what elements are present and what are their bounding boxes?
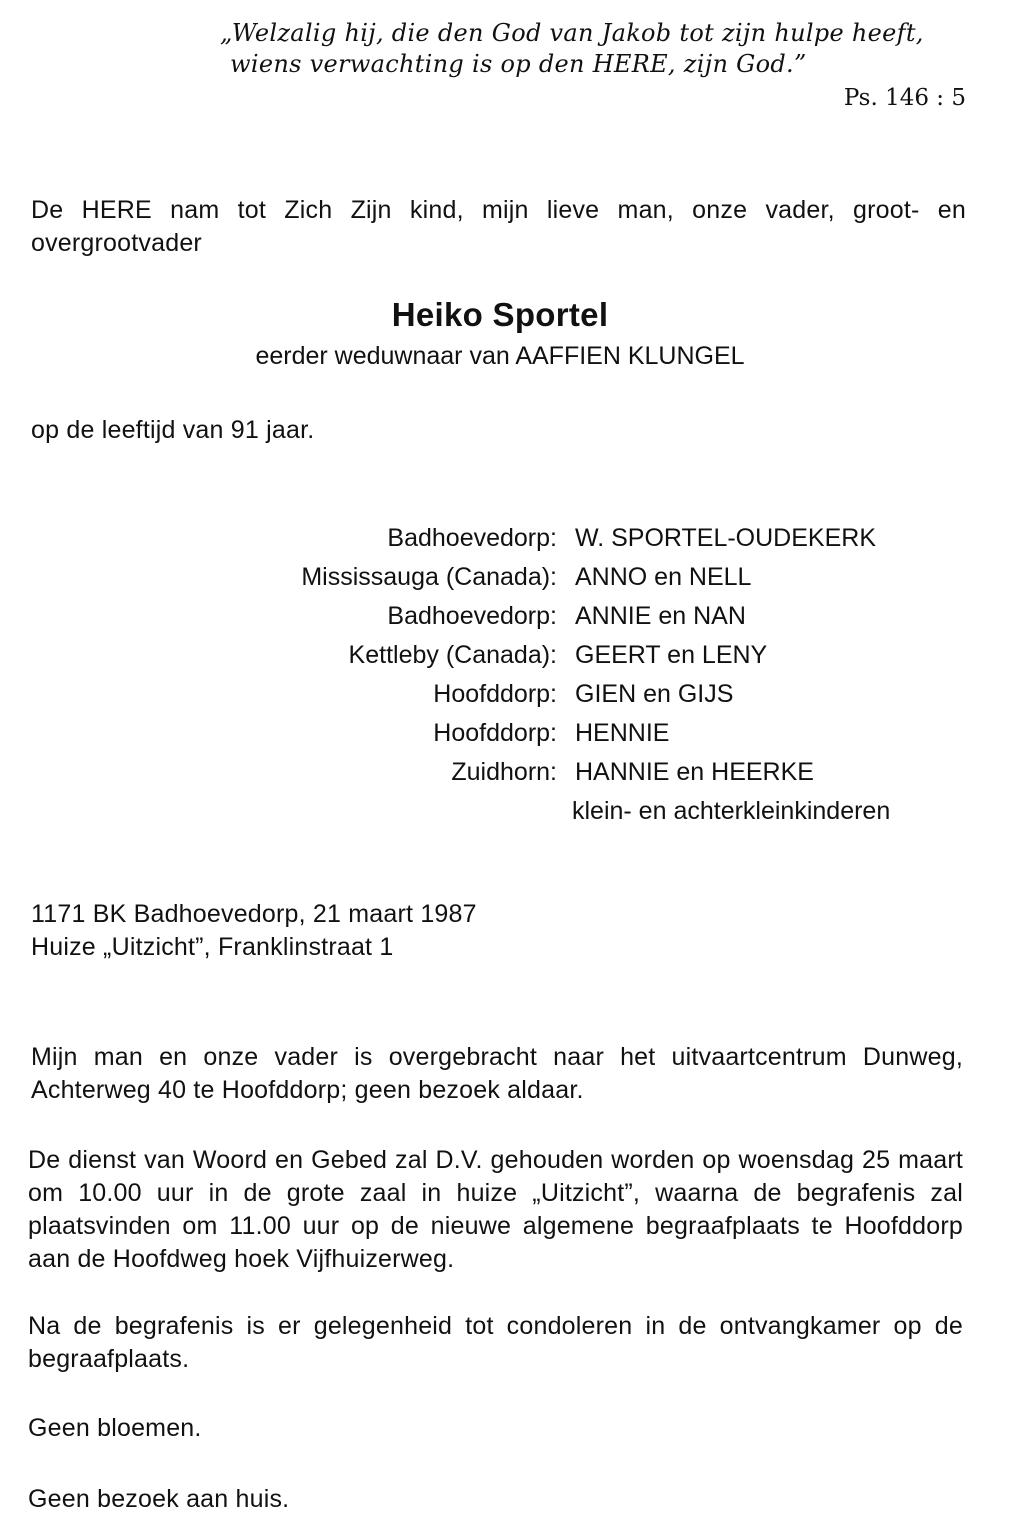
no-visit-note: Geen bezoek aan huis. — [28, 1485, 290, 1513]
family-names: GIEN en GIJS — [575, 680, 734, 708]
family-names: ANNIE en NAN — [575, 602, 746, 630]
bible-verse — [220, 18, 980, 80]
family-place: Hoofddorp: — [433, 719, 557, 747]
address-line-1: 1171 BK Badhoevedorp, 21 maart 1987 — [31, 900, 477, 928]
family-names: HANNIE en HEERKE — [575, 758, 814, 786]
no-flowers-note: Geen bloemen. — [28, 1414, 202, 1442]
intro-text: De HERE nam tot Zich Zijn kind, mijn lieve man, onze vader, groot- en overgrootvader — [31, 196, 966, 257]
family-names: GEERT en LENY — [575, 641, 768, 669]
family-place: Zuidhorn: — [451, 758, 557, 786]
family-list — [0, 519, 1000, 831]
verse-line-2: wiens verwachting is op den HERE, zijn God.” — [230, 50, 807, 78]
deceased-name: Heiko Sportel — [391, 296, 609, 333]
family-place: Mississauga (Canada): — [301, 563, 557, 591]
grandchildren-line: klein- en achterkleinkinderen — [572, 797, 891, 825]
family-place: Badhoevedorp: — [387, 524, 557, 552]
family-row — [0, 636, 1000, 675]
family-place: Hoofddorp: — [433, 680, 557, 708]
service-paragraph: De dienst van Woord en Gebed zal D.V. gehouden worden op woensdag 25 maart om 10.00 uur in de grote zaal in huize „Uitzicht”, waarna de begrafenis zal plaatsvinden om 11.00 uur op de nieuwe algemene begraafplaats te Hoofddorp aan de Hoofdweg hoek Vijfhuizerweg. — [28, 1146, 963, 1273]
family-place: Kettleby (Canada): — [348, 641, 557, 669]
address — [31, 898, 731, 964]
address-line-2: Huize „Uitzicht”, Franklinstraat 1 — [31, 933, 394, 961]
transfer-paragraph: Mijn man en onze vader is overgebracht naar het uitvaartcentrum Dunweg, Achterweg 40 te Hoofddorp; geen bezoek aldaar. — [31, 1043, 963, 1104]
family-names: HENNIE — [575, 719, 670, 747]
family-row — [0, 753, 1000, 792]
family-row — [0, 519, 1000, 558]
family-row — [0, 675, 1000, 714]
family-names: W. SPORTEL-OUDEKERK — [575, 524, 876, 552]
verse-line-1: „Welzalig hij, die den God van Jakob tot zijn hulpe heeft, — [220, 19, 924, 47]
verse-reference: Ps. 146 : 5 — [843, 85, 966, 111]
condolence-paragraph: Na de begrafenis is er gelegenheid tot condoleren in de ontvangkamer op de begraafplaats. — [28, 1312, 963, 1373]
age-text: op de leeftijd van 91 jaar. — [31, 416, 315, 444]
widower-of: eerder weduwnaar van AAFFIEN KLUNGEL — [255, 342, 745, 370]
family-row — [0, 597, 1000, 636]
family-names: ANNO en NELL — [575, 563, 752, 591]
family-row — [0, 558, 1000, 597]
family-place: Badhoevedorp: — [387, 602, 557, 630]
family-row — [0, 714, 1000, 753]
